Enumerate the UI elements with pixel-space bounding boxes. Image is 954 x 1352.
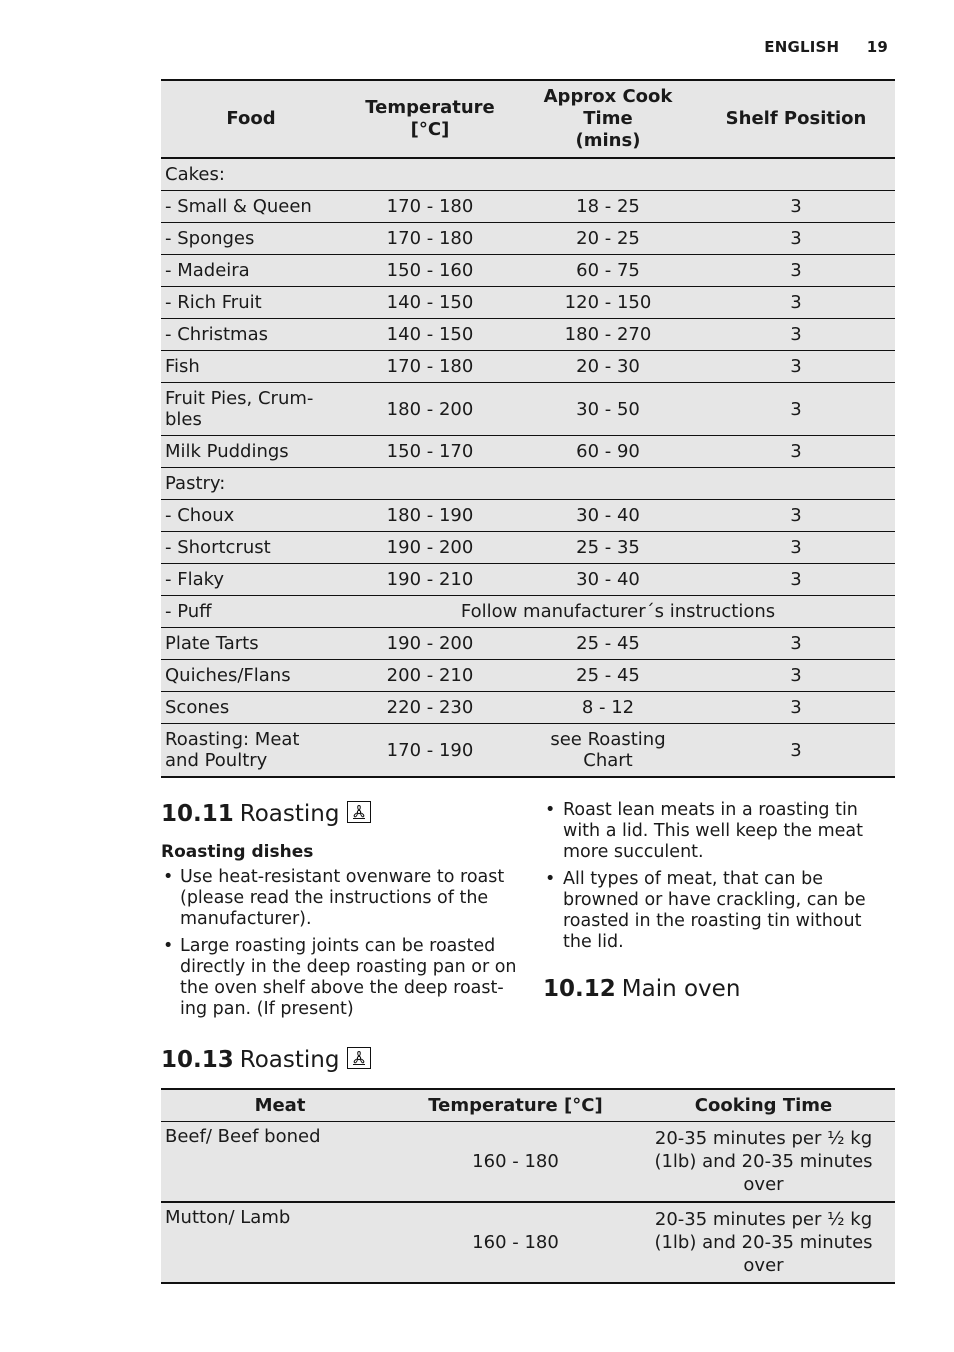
shelf-position-cell: 3 — [697, 383, 895, 436]
instruction-cell: Follow manufacturer´s instructions — [341, 596, 895, 628]
temperature-cell: 200 - 210 — [341, 660, 519, 692]
cooking-time-cell: 20-35 minutes per ½ kg (1lb) and 20-35 minutes over — [632, 1122, 895, 1203]
shelf-position-cell: 3 — [697, 436, 895, 468]
shelf-position-cell: 3 — [697, 628, 895, 660]
table-row — [161, 596, 895, 628]
temperature-cell — [341, 468, 519, 500]
temperature-cell: 140 - 150 — [341, 319, 519, 351]
shelf-position-cell: 3 — [697, 532, 895, 564]
food-cell: - Sponges — [161, 223, 341, 255]
section-heading-10-13 — [161, 1046, 371, 1074]
cook-time-cell: 60 - 75 — [519, 255, 697, 287]
roasting-fan-icon — [347, 801, 371, 823]
cook-time-cell — [519, 468, 697, 500]
section-title: Roasting — [239, 801, 340, 827]
cook-time-cell: 18 - 25 — [519, 191, 697, 223]
cook-time-cell: 25 - 45 — [519, 660, 697, 692]
meat-cell: Mutton/ Lamb — [161, 1202, 399, 1283]
food-cell: - Shortcrust — [161, 532, 341, 564]
shelf-position-cell: 3 — [697, 255, 895, 287]
cook-time-cell: 30 - 40 — [519, 564, 697, 596]
language-label: ENGLISH — [764, 38, 840, 56]
table-row — [161, 191, 895, 223]
shelf-position-cell: 3 — [697, 500, 895, 532]
table-row — [161, 1122, 895, 1203]
food-cell: - Small & Queen — [161, 191, 341, 223]
roasting-table — [161, 1088, 895, 1284]
temperature-cell: 190 - 200 — [341, 628, 519, 660]
roasting-left-column — [161, 800, 521, 1026]
temperature-cell: 170 - 180 — [341, 351, 519, 383]
cook-time-cell: 30 - 50 — [519, 383, 697, 436]
table-row — [161, 319, 895, 351]
cook-time-cell: see Roasting Chart — [519, 724, 697, 778]
temperature-cell: 190 - 200 — [341, 532, 519, 564]
roasting-fan-icon — [347, 1047, 371, 1069]
table-row — [161, 223, 895, 255]
cook-time-cell: 8 - 12 — [519, 692, 697, 724]
temperature-cell: 170 - 180 — [341, 223, 519, 255]
page-number: 19 — [866, 38, 888, 56]
section-heading-10-12 — [543, 975, 895, 1003]
cook-time-cell: 180 - 270 — [519, 319, 697, 351]
table-row — [161, 724, 895, 778]
shelf-position-cell: 3 — [697, 351, 895, 383]
column-header-temperature: Temperature [°C] — [399, 1089, 632, 1122]
temperature-cell: 160 - 180 — [399, 1202, 632, 1283]
right-bullet-list — [543, 800, 895, 953]
food-cell: Fruit Pies, Crum- bles — [161, 383, 341, 436]
cooking-time-cell: 20-35 minutes per ½ kg (1lb) and 20-35 minutes over — [632, 1202, 895, 1283]
food-cell: - Christmas — [161, 319, 341, 351]
food-cell: Scones — [161, 692, 341, 724]
temperature-cell: 150 - 160 — [341, 255, 519, 287]
left-bullet-list — [161, 867, 521, 1020]
table-row — [161, 351, 895, 383]
shelf-position-cell: 3 — [697, 319, 895, 351]
shelf-position-cell — [697, 468, 895, 500]
table-row — [161, 692, 895, 724]
food-cell: Milk Puddings — [161, 436, 341, 468]
table-row — [161, 564, 895, 596]
table-header-row — [161, 80, 895, 158]
temperature-cell: 170 - 190 — [341, 724, 519, 778]
table-row — [161, 660, 895, 692]
table-row — [161, 158, 895, 191]
cook-time-cell: 20 - 30 — [519, 351, 697, 383]
temperature-cell: 140 - 150 — [341, 287, 519, 319]
shelf-position-cell: 3 — [697, 724, 895, 778]
temperature-cell: 190 - 210 — [341, 564, 519, 596]
meat-cell: Beef/ Beef boned — [161, 1122, 399, 1203]
shelf-position-cell: 3 — [697, 692, 895, 724]
section-number: 10.12 — [543, 976, 616, 1002]
column-header-cook-time: Approx Cook Time (mins) — [519, 80, 697, 158]
temperature-cell — [341, 158, 519, 191]
cook-time-cell: 30 - 40 — [519, 500, 697, 532]
table-row — [161, 628, 895, 660]
temperature-cell: 180 - 200 — [341, 383, 519, 436]
section-number: 10.13 — [161, 1047, 234, 1073]
shelf-position-cell: 3 — [697, 564, 895, 596]
column-header-meat: Meat — [161, 1089, 399, 1122]
temperature-cell: 220 - 230 — [341, 692, 519, 724]
baking-table — [161, 79, 895, 778]
table-row — [161, 255, 895, 287]
food-cell: Pastry: — [161, 468, 341, 500]
table-row — [161, 287, 895, 319]
shelf-position-cell: 3 — [697, 287, 895, 319]
column-header-shelf-position: Shelf Position — [697, 80, 895, 158]
table-row — [161, 436, 895, 468]
table-row — [161, 500, 895, 532]
cook-time-cell: 60 - 90 — [519, 436, 697, 468]
table-row — [161, 468, 895, 500]
table-row — [161, 1202, 895, 1283]
roasting-dishes-subheading: Roasting dishes — [161, 842, 314, 862]
food-cell: - Rich Fruit — [161, 287, 341, 319]
column-header-temperature: Temperature [°C] — [341, 80, 519, 158]
list-item: • Use heat-resistant ovenware to roast (please read the instructions of the manufacturer). — [161, 867, 521, 930]
food-cell: - Puff — [161, 596, 341, 628]
list-item: • All types of meat, that can be browned or have crackling, can be roasted in the roasting tin without the lid. — [543, 869, 895, 953]
food-cell: Fish — [161, 351, 341, 383]
cook-time-cell: 20 - 25 — [519, 223, 697, 255]
cook-time-cell: 25 - 45 — [519, 628, 697, 660]
section-title: Main oven — [621, 976, 741, 1002]
food-cell: - Madeira — [161, 255, 341, 287]
column-header-food: Food — [161, 80, 341, 158]
temperature-cell: 170 - 180 — [341, 191, 519, 223]
shelf-position-cell — [697, 158, 895, 191]
table-row — [161, 532, 895, 564]
temperature-cell: 180 - 190 — [341, 500, 519, 532]
cook-time-cell: 25 - 35 — [519, 532, 697, 564]
food-cell: Cakes: — [161, 158, 341, 191]
food-cell: - Choux — [161, 500, 341, 532]
cook-time-cell: 120 - 150 — [519, 287, 697, 319]
table-header-row — [161, 1089, 895, 1122]
section-title: Roasting — [239, 1047, 340, 1073]
shelf-position-cell: 3 — [697, 191, 895, 223]
column-header-cooking-time: Cooking Time — [632, 1089, 895, 1122]
cook-time-cell — [519, 158, 697, 191]
temperature-cell: 150 - 170 — [341, 436, 519, 468]
section-number: 10.11 — [161, 801, 234, 827]
page-header — [764, 38, 888, 56]
temperature-cell: 160 - 180 — [399, 1122, 632, 1203]
list-item: • Large roasting joints can be roasted directly in the deep roasting pan or on the oven shelf above the deep roast-ing pan. (If present) — [161, 936, 521, 1020]
food-cell: Quiches/Flans — [161, 660, 341, 692]
table-row — [161, 383, 895, 436]
food-cell: - Flaky — [161, 564, 341, 596]
shelf-position-cell: 3 — [697, 660, 895, 692]
roasting-right-column — [543, 800, 895, 1003]
list-item: • Roast lean meats in a roasting tin with a lid. This well keep the meat more succulent. — [543, 800, 895, 863]
shelf-position-cell: 3 — [697, 223, 895, 255]
section-heading-10-11 — [161, 800, 521, 828]
food-cell: Plate Tarts — [161, 628, 341, 660]
table-body — [161, 158, 895, 777]
food-cell: Roasting: Meat and Poultry — [161, 724, 341, 778]
